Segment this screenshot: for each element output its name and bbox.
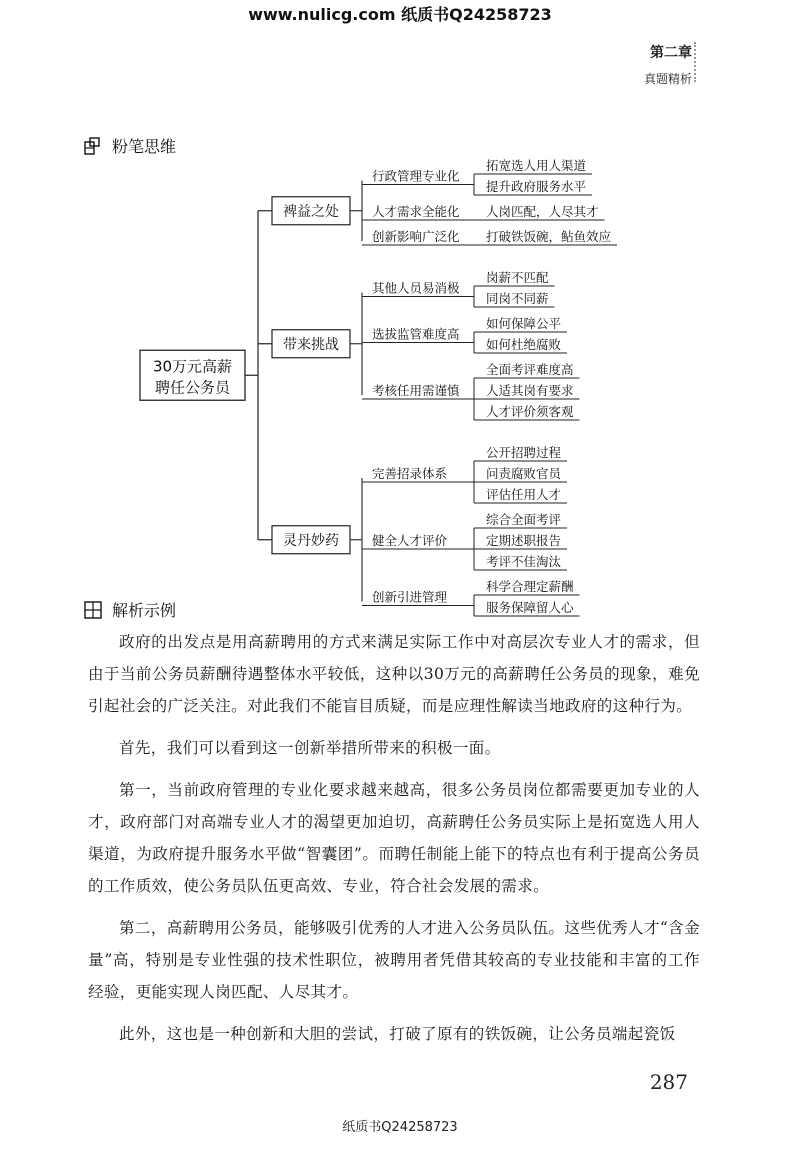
leaf-label-2-3-3: 人才评价须客观 (486, 404, 574, 419)
chapter-title: 第二章 (650, 45, 692, 61)
branch-label-3: 灵丹妙药 (283, 532, 339, 549)
sub-label-2-2: 选拔监管难度高 (372, 326, 460, 342)
leaf-label-3-2-1: 综合全面考评 (486, 512, 562, 527)
branch-label-2: 带来挑战 (283, 336, 339, 353)
leaf-label-3-1-3: 评估任用人才 (486, 487, 562, 502)
sub-label-2-1: 其他人员易消极 (372, 280, 460, 296)
paragraph-5: 此外，这也是一种创新和大胆的尝试，打破了原有的铁饭碗，让公务员端起瓷饭 (119, 1025, 676, 1043)
leaf-label-2-1-2: 同岗不同薪 (486, 291, 549, 306)
leaf-label-3-1-1: 公开招聘过程 (486, 445, 562, 460)
sub-label-1-1: 行政管理专业化 (372, 168, 460, 184)
leaf-label-2-2-2: 如何杜绝腐败 (486, 337, 562, 352)
analysis-section-icon (84, 601, 102, 619)
leaf-label-3-3-2: 服务保障留人心 (486, 600, 574, 615)
sub-label-1-2: 人才需求全能化 (372, 204, 460, 219)
leaf-label-1-3-1: 打破铁饭碗，鲇鱼效应 (486, 229, 612, 244)
sub-label-3-1: 完善招录体系 (372, 466, 448, 481)
leaf-label-2-3-2: 人适其岗有要求 (486, 383, 574, 398)
analysis-section-title: 解析示例 (112, 601, 177, 620)
leaf-label-3-3-1: 科学合理定薪酬 (486, 579, 574, 594)
leaf-label-1-1-1: 拓宽选人用人渠道 (486, 158, 587, 173)
page-number: 287 (649, 1070, 688, 1094)
analysis-section-head (84, 598, 176, 621)
leaf-label-3-2-3: 考评不佳淘汰 (486, 554, 562, 569)
sub-label-1-3: 创新影响广泛化 (372, 229, 460, 244)
paragraph-4: 第二，高薪聘用公务员，能够吸引优秀的人才进入公务员队伍。这些优秀人才“含金量”高，特别是专业性强的技术性职位，被聘用者凭借其较高的专业技能和丰富的工作经验，更能实现人岗匹配、人尽其才。 (88, 919, 700, 1001)
leaf-label-3-2-2: 定期述职报告 (486, 533, 562, 548)
leaf-label-2-1-1: 岗薪不匹配 (486, 270, 549, 285)
root-node-line-2: 聘任公务员 (154, 378, 231, 397)
analysis-body (88, 626, 700, 1060)
sub-label-2-3: 考核任用需谨慎 (372, 383, 460, 398)
sub-label-3-3: 创新引进管理 (372, 589, 448, 605)
paragraph-3: 第一，当前政府管理的专业化要求越来越高，很多公务员岗位都需要更加专业的人才，政府部门对高端专业人才的渴望更加迫切，高薪聘任公务员实际上是拓宽选人用人渠道，为政府提升服务水平做“智囊团”。而聘任制能上能下的特点也有利于提高公务员的工作质效，使公务员队伍更高效、专业，符合社会发展的需求。 (88, 781, 700, 895)
leaf-label-1-1-2: 提升政府服务水平 (486, 179, 587, 194)
chapter-subtitle: 真题精析 (643, 72, 692, 86)
leaf-label-2-3-1: 全面考评难度高 (486, 362, 574, 377)
paragraph-2: 首先，我们可以看到这一创新举措所带来的积极一面。 (119, 739, 501, 757)
root-node-line-1: 30万元高薪 (152, 357, 233, 376)
leaf-label-1-2-1: 人岗匹配，人尽其才 (486, 204, 599, 219)
sub-label-3-2: 健全人才评价 (372, 533, 448, 548)
paragraph-1: 政府的出发点是用高薪聘用的方式来满足实际工作中对高层次专业人才的需求，但由于当前公务员薪酬待遇整体水平较低，这种以30万元的高薪聘任公务员的现象，难免引起社会的广泛关注。对此我们不能盲目质疑，而是应理性解读当地政府的这种行为。 (88, 633, 700, 715)
mindmap-section-title: 粉笔思维 (112, 137, 177, 156)
leaf-label-3-1-2: 问责腐败官员 (486, 466, 562, 481)
branch-label-1: 裨益之处 (283, 203, 339, 220)
header-watermark: www.nulicg.com 纸质书Q24258723 (248, 5, 552, 24)
footer-watermark: 纸质书Q24258723 (342, 1120, 458, 1135)
leaf-label-2-2-1: 如何保障公平 (486, 316, 562, 331)
